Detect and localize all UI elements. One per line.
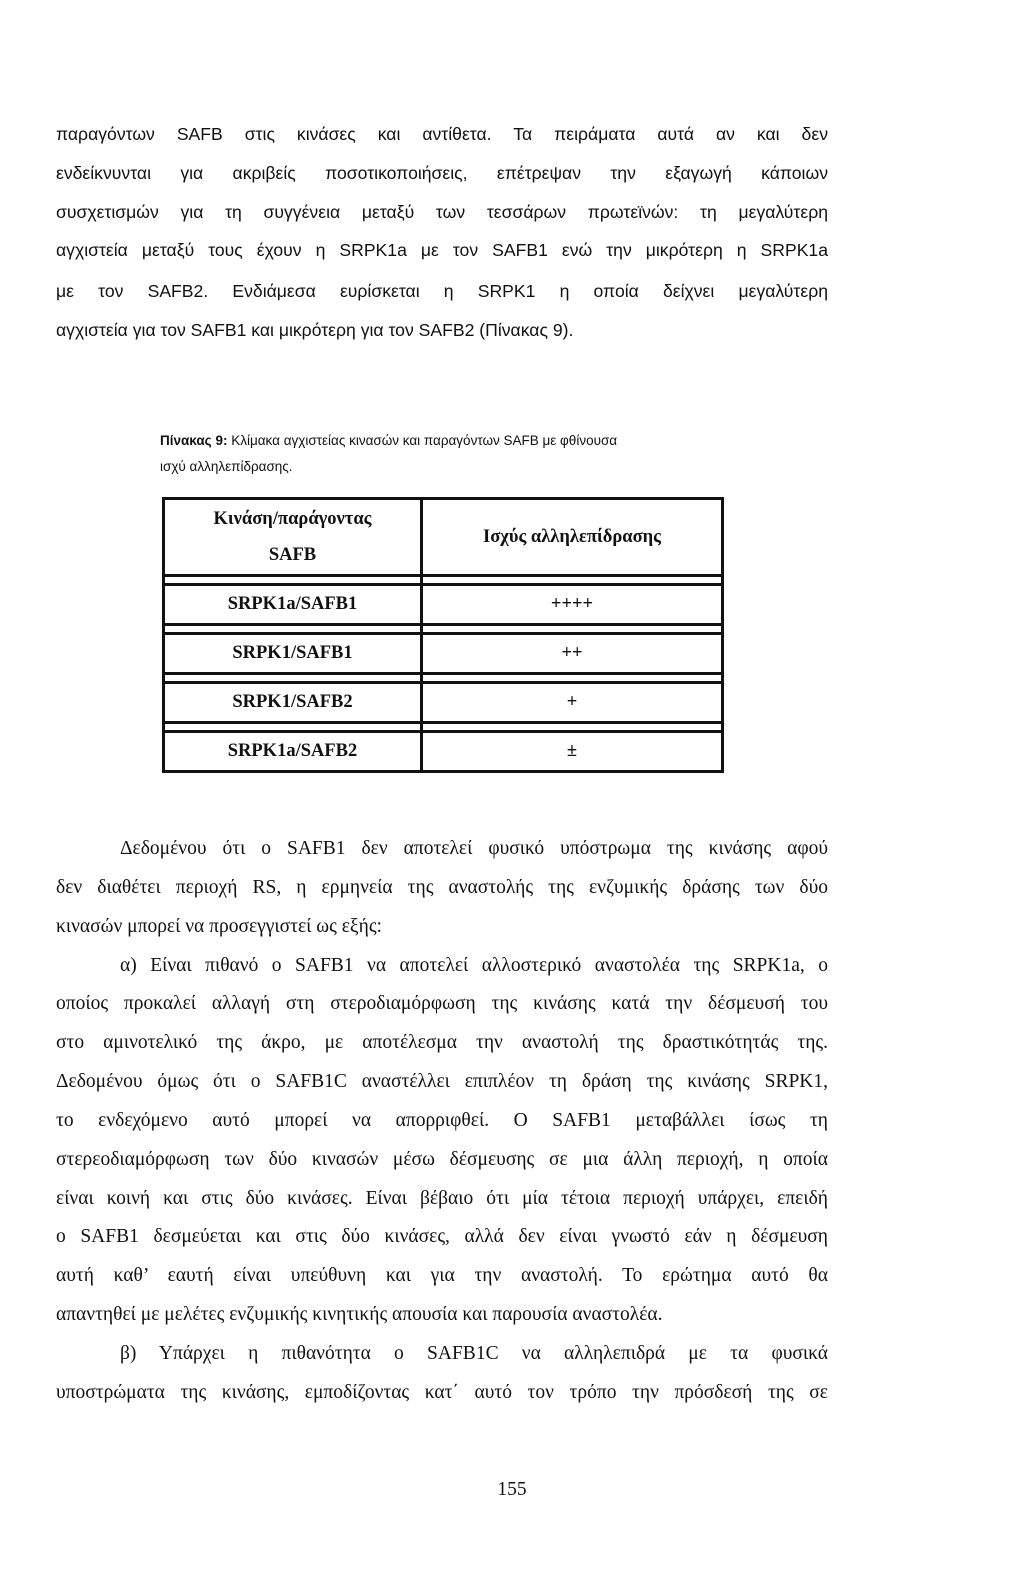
table-row	[164, 683, 723, 723]
body-text-line: κινασών μπορεί να προσεγγιστεί ως εξής:	[56, 916, 382, 937]
strength-cell: +	[422, 683, 723, 723]
table-caption-continuation: ισχύ αλληλεπίδρασης.	[160, 459, 293, 474]
table-row-spacer	[164, 625, 723, 634]
table-header-row	[164, 499, 723, 576]
pair-cell: SRPK1/SAFB2	[164, 683, 422, 723]
body-text-line: υποστρώματα της κινάσης, εμποδίζοντας κατ΄ αυτό τον τρόπο την πρόσδεσή της σε	[56, 1382, 828, 1403]
body-text-line: Δεδομένου ότι ο SAFB1 δεν αποτελεί φυσικό υπόστρωμα της κινάσης αφού	[120, 838, 828, 859]
interaction-strength-table	[162, 497, 724, 773]
table-row	[164, 634, 723, 674]
body-text-line: ενδείκνυνται για ακριβείς ποσοτικοποιήσεις, επέτρεψαν την εξαγωγή κάποιων	[56, 163, 828, 183]
body-text-line: απαντηθεί με μελέτες ενζυμικής κινητικής απουσία και παρουσία αναστολέα.	[56, 1304, 663, 1325]
table-caption-text: Κλίμακα αγχιστείας κινασών και παραγόντων SAFB με φθίνουσα	[227, 433, 618, 448]
header-kinase-factor-line2: SAFB	[268, 545, 317, 565]
body-text-line: με τον SAFB2. Ενδιάμεσα ευρίσκεται η SRPK1 η οποία δείχνει μεγαλύτερη	[56, 281, 828, 301]
pair-cell: SRPK1a/SAFB2	[164, 732, 422, 772]
table-row-spacer	[164, 674, 723, 683]
header-kinase-factor-line1: Κινάση/παράγοντας	[213, 509, 372, 529]
table-row-spacer	[164, 576, 723, 585]
body-text-line: β) Υπάρχει η πιθανότητα ο SAFB1C να αλληλεπιδρά με τα φυσικά	[120, 1343, 828, 1364]
pair-cell: SRPK1/SAFB1	[164, 634, 422, 674]
body-text-line: αυτή καθ’ εαυτή είναι υπεύθυνη και για την αναστολή. Το ερώτημα αυτό θα	[56, 1265, 828, 1286]
table-row-spacer	[164, 723, 723, 732]
body-text-line: δεν διαθέτει περιοχή RS, η ερμηνεία της αναστολής της ενζυμικής δράσης των δύο	[56, 877, 828, 898]
body-text-line: αγχιστεία μεταξύ τους έχουν η SRPK1a με τον SAFB1 ενώ την μικρότερη η SRPK1a	[56, 240, 828, 260]
body-text-line: α) Είναι πιθανό ο SAFB1 να αποτελεί αλλοστερικό αναστολέα της SRPK1a, ο	[120, 955, 828, 976]
body-text-line: Δεδομένου όμως ότι ο SAFB1C αναστέλλει επιπλέον τη δράση της κινάσης SRPK1,	[56, 1071, 828, 1092]
header-interaction-strength: Ισχύς αλληλεπίδρασης	[422, 499, 723, 576]
table-row	[164, 732, 723, 772]
body-text-line: είναι κοινή και στις δύο κινάσες. Είναι βέβαιο ότι μία τέτοια περιοχή υπάρχει, επειδή	[56, 1188, 828, 1209]
body-text-line: στερεοδιαμόρφωση των δύο κινασών μέσω δέσμευσης σε μια άλλη περιοχή, η οποία	[56, 1149, 828, 1170]
pair-cell: SRPK1a/SAFB1	[164, 585, 422, 625]
table-row	[164, 585, 723, 625]
body-text-line: ο SAFB1 δεσμεύεται και στις δύο κινάσες, αλλά δεν είναι γνωστό εάν η δέσμευση	[56, 1226, 828, 1247]
body-text-line: αγχιστεία για τον SAFB1 και μικρότερη για τον SAFB2 (Πίνακας 9).	[56, 320, 574, 340]
table-caption	[160, 431, 617, 451]
table-caption-label: Πίνακας 9:	[160, 433, 228, 448]
strength-cell: ±	[422, 732, 723, 772]
body-text-line: συσχετισμών για τη συγγένεια μεταξύ των τεσσάρων πρωτεϊνών: τη μεγαλύτερη	[56, 202, 828, 222]
body-text-line: παραγόντων SAFB στις κινάσες και αντίθετα. Τα πειράματα αυτά αν και δεν	[56, 124, 828, 144]
body-text-line: το ενδεχόμενο αυτό μπορεί να απορριφθεί. Ο SAFB1 μεταβάλλει ίσως τη	[56, 1110, 828, 1131]
header-kinase-factor	[164, 499, 422, 576]
strength-cell: ++++	[422, 585, 723, 625]
page-number: 155	[497, 1479, 527, 1500]
strength-cell: ++	[422, 634, 723, 674]
body-text-line: στο αμινοτελικό της άκρο, με αποτέλεσμα την αναστολή της δραστικότητάς της.	[56, 1032, 828, 1053]
body-text-line: οποίος προκαλεί αλλαγή στη στεροδιαμόρφωση της κινάσης κατά την δέσμευσή του	[56, 993, 828, 1014]
